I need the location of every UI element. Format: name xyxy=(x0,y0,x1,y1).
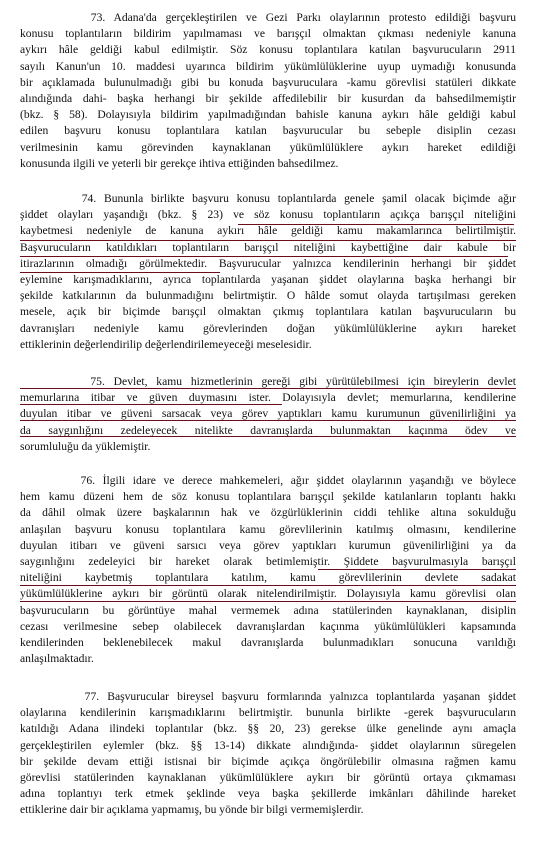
text-line: anlaşılmaktadır. xyxy=(20,652,94,666)
text-line: memurlarına itibar ve güven duymasını ister. Dolayısıyla devlet; memurlarına, kendilerine xyxy=(20,391,516,405)
text-line: katıldığı Adana ilindeki toplantılar (bkz. §§ 20, 23) gerekse ülke genelinde aynı amaçla xyxy=(20,722,516,736)
text-line: aykırı hâle geldiği kabul edilmiştir. Söz konusu toplantılara katılan başvurucuların 2911 xyxy=(20,43,516,57)
text-line: yükümlülüklerine aykırı bir görüntü olarak nitelendirilmiştir. Dolayısıyla kamu görevlisi olan xyxy=(20,587,516,601)
text-line: da saygınlığını zedeleyecek nitelikte davranışlarda bulunmaktan kaçınma ödev ve xyxy=(20,423,516,437)
text-line: itirazlarının olmadığı görülmektedir. Başvurucular yalnızca kendilerinin herhangi bir şiddet xyxy=(20,256,516,270)
text-line: davranışları nedeniyle kamu görevlerinden doğan yükümlülüklerine aykırı hareket xyxy=(20,321,516,335)
text-line: hem kamu düzeni hem de söz konusu toplantılara barışçıl şekilde katılanların toplantı hakkı xyxy=(20,490,516,504)
text-line: duyulan itibar ve güveni sarsacak veya görev yaptıkları kamu kurumunun güvenilirliğini ya xyxy=(20,407,516,421)
text-line: şekilde katkılarının da bulunmadığını belirtmiştir. O hâlde somut olayda tartışılması gereken xyxy=(20,289,516,303)
underline-mark xyxy=(318,569,516,570)
underline-mark xyxy=(20,585,516,586)
text-line: adına toplantıyı terk etmek şeklinde veya başka şekillerde imkânları dâhilinde hareket xyxy=(20,787,516,801)
text-line: bir şekilde devam ettiği istisnai bir biçimde açıkça öngörülebilir olmasına rağmen kamu xyxy=(20,754,516,768)
text-line: kendilerinden beklenebilecek makul davranışlarda bulunmadıkları sonucuna varıldığı xyxy=(20,636,516,650)
text-line: edilen başvuru konusu toplantılara katılan başvurucular bu sebeple disiplin cezası xyxy=(20,124,516,138)
underline-mark xyxy=(20,420,516,421)
text-line: kaybetmesi nedeniyle de kanuna aykırı hâle geldiği kamu makamlarınca belirtilmiştir. xyxy=(20,224,516,238)
underline-mark xyxy=(20,256,508,257)
text-line: saygınlığını zedeleyici bir hareket olarak betimlemiştir. Şiddete başvurulmasıyla barışçıl xyxy=(20,555,516,569)
text-line: cezası verilmesine sebep olabilecek davranışlardan kaçınma yükümlülükleri kapsamında xyxy=(20,619,516,633)
text-line: konusunda ilgili ve yeterli bir gerekçe ihtiva ettiğinden bahsedilmez. xyxy=(20,156,339,170)
underline-mark xyxy=(238,224,514,225)
text-line: 73. Adana'da gerçekleştirilen ve Gezi Parkı olaylarının protesto edildiği başvuru xyxy=(20,11,516,24)
text-line: anlaşılan başvuru konusu toplantılara kamu görevlilerinin katılmış olmasını, kendilerine xyxy=(20,522,516,536)
underline-mark xyxy=(20,272,220,273)
paragraph-73 xyxy=(20,10,516,172)
text-line: 77. Başvurucular bireysel başvuru formlarında yalnızca toplantılarda yaşanan şiddet xyxy=(20,690,516,703)
text-line: görevlisi statülerinden kaynaklanan yükümlülüklere aykırı bir görüntü ortaya çıkmaması xyxy=(20,771,516,785)
text-line: bir açıklamada bulunulmadığı gibi bu konuda başvuruculara -kamu görevlisi statüleri dikkate xyxy=(20,75,516,89)
text-line: mesele, açık bir biçimde barışçıl olmaktan çıkmış toplantılara katılan başvurucuların bu xyxy=(20,305,516,319)
paragraph-75 xyxy=(20,374,516,455)
text-line: duyulan itibarı ve güveni sarsıcı veya görev yaptıkları kurumun güvenilirliğini ya da xyxy=(20,538,516,552)
text-line: şiddet olayları yaşandığı (bkz. § 23) ve söz konusu toplantıların açıkça barışçıl niteliğini xyxy=(20,208,516,222)
paragraph-77 xyxy=(20,689,516,819)
text-line: eylemine karışmadıklarını, ayrıca toplantılarda yaşanan şiddet olaylarına başka herhangi bir xyxy=(20,273,516,287)
text-line: verilmesinin kamu görevinden kaynaklanan yükümlülüklere aykırı hareket edildiği xyxy=(20,140,516,154)
text-line: ettiklerine dair bir açıklama yapmamış, bu yönde bir bilgi vermemişlerdir. xyxy=(20,803,364,817)
text-line: sorumluluğu da yüklemiştir. xyxy=(20,439,151,453)
text-line: niteliğini kaybetmiş toplantılara katılım, kamu görevlilerinin devlete sadakat xyxy=(20,571,516,585)
text-line: olaylarına kendilerinin karışmadıklarını belirtmiştir. bununla birlikte -gerek başvurucuların xyxy=(20,706,516,720)
underline-mark xyxy=(20,436,516,437)
text-line: (bkz. § 58). Dolayısıyla bildirim yapılmadığından bahisle kanuna aykırı hâle geldiği kabul xyxy=(20,108,516,122)
text-line: başvurucuların bu görüntüye mahal vermemek adına statülerinden kaynaklanan, disiplin xyxy=(20,603,516,617)
paragraph-76 xyxy=(20,473,516,667)
underline-mark xyxy=(20,601,516,602)
text-line: 74. Bununla birlikte başvuru konusu toplantılarda genele şamil olacak biçimde ağır xyxy=(20,192,516,205)
underline-mark xyxy=(20,240,516,241)
text-line: ettiklerinin değerlendirilip değerlendirilemeyeceği meselesidir. xyxy=(20,337,312,351)
text-line: alındığında dahi- başka herhangi bir şekilde affedilebilir bir kusurdan da bahsedilmemiştir xyxy=(20,92,516,106)
text-line: konusu toplantıların bildirim yapılmaması ve barışçıl olmaktan çıkması nedeniyle kanuna xyxy=(20,27,516,41)
text-line: sayılı Kanun'un 10. maddesi uyarınca bildirim yükümlülüklerine uyup uymadığı konusunda xyxy=(20,59,516,73)
text-line: da dâhil olmak üzere başkalarının hak ve özgürlüklerinin ciddi tehlike altına sokulduğu xyxy=(20,506,516,520)
text-line: 75. Devlet, kamu hizmetlerinin gereği gibi yürütülebilmesi için bireylerin devlet xyxy=(20,375,516,388)
underline-mark xyxy=(20,404,282,405)
text-line: 76. İlgili idare ve derece mahkemeleri, ağır şiddet olaylarının yaşandığı ve böylece xyxy=(20,474,516,487)
text-line: Başvurucuların katıldıkları toplantıların barışçıl niteliğini kaybettiğine dair kabule bir xyxy=(20,240,516,254)
underline-mark xyxy=(20,388,516,389)
text-line: gerçekleştirilen eylemler (bkz. §§ 13-14) dikkate alındığında- şiddet olaylarının süregelen xyxy=(20,738,516,752)
